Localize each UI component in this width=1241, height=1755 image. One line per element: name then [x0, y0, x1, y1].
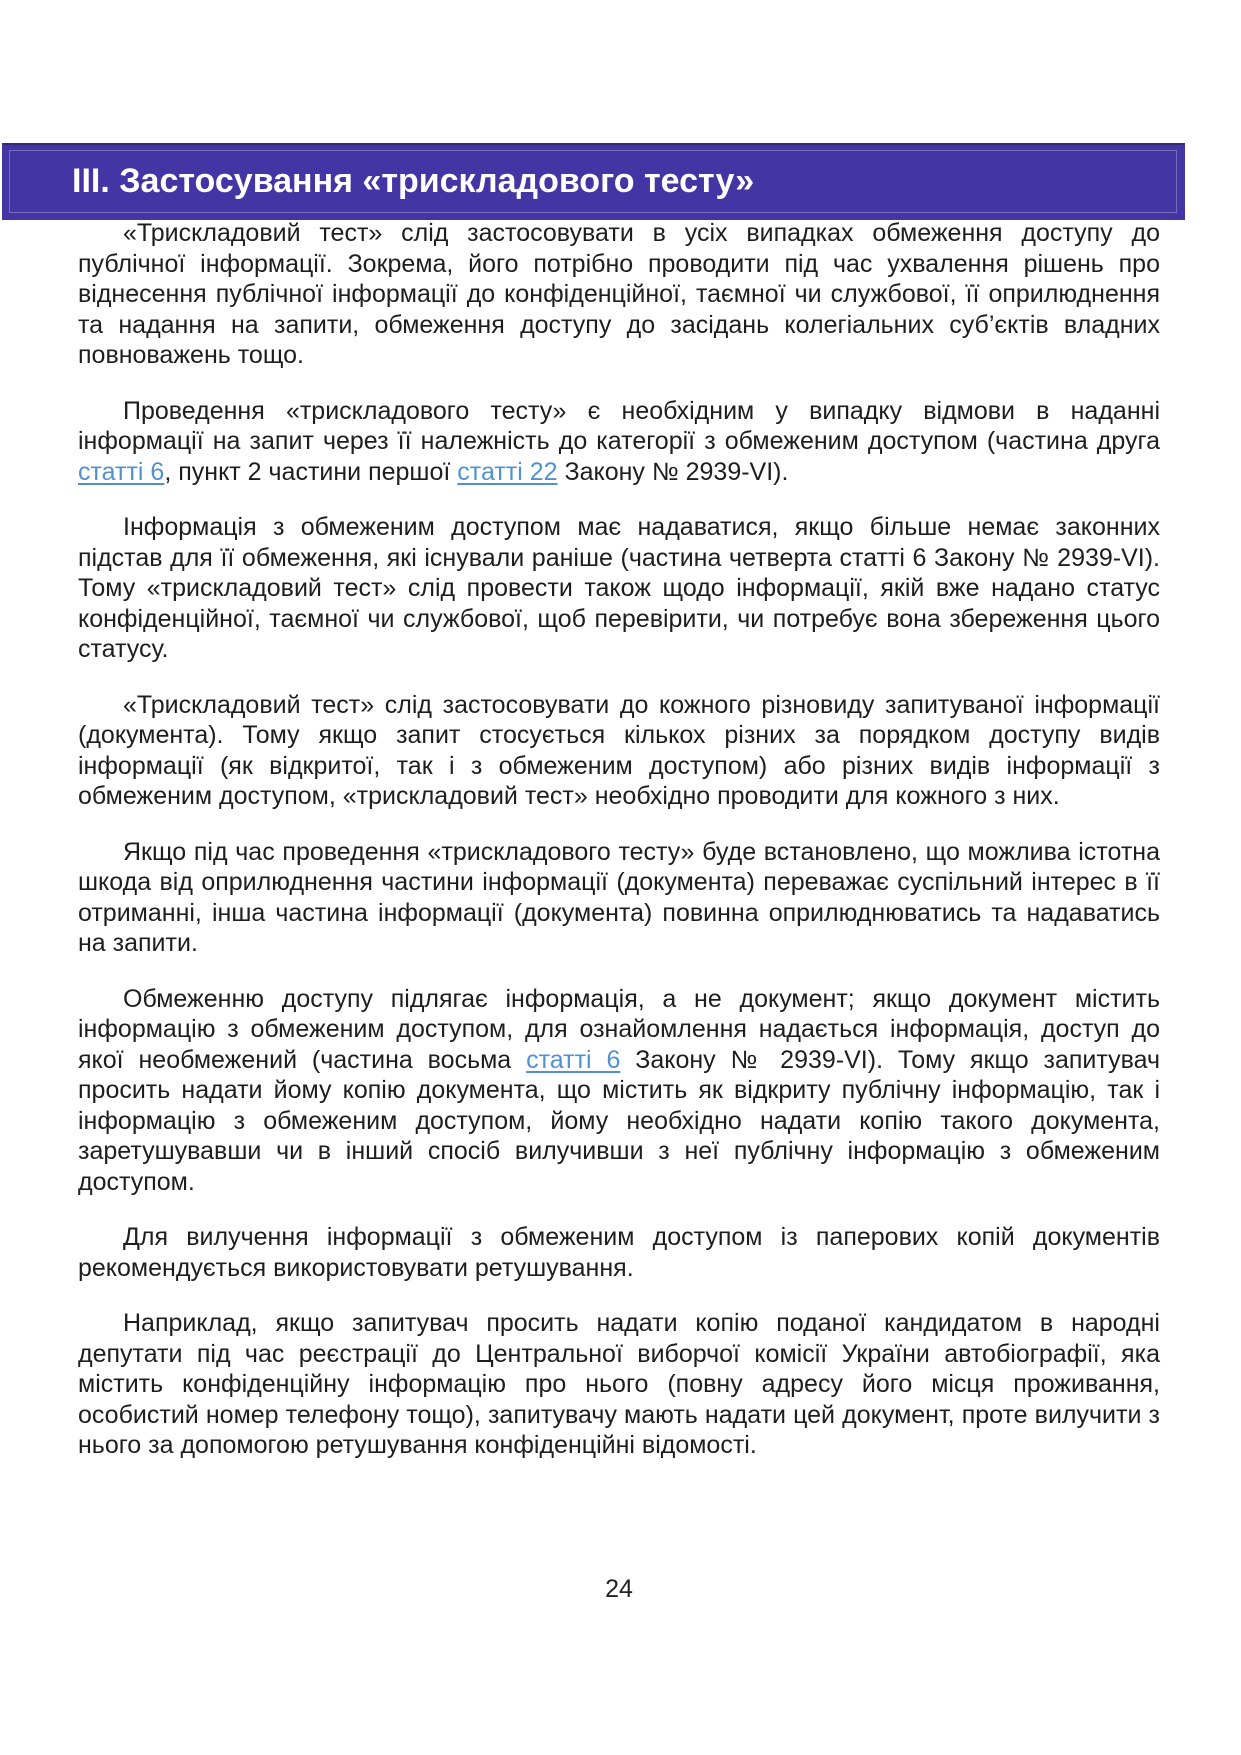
- paragraph: [78, 218, 1160, 371]
- document-body: [78, 218, 1160, 1486]
- paragraph: [78, 396, 1160, 488]
- page-number: 24: [605, 1575, 633, 1603]
- paragraph: [78, 837, 1160, 959]
- text-segment: Інформація з обмеженим доступом має надаватися, якщо більше немає законних підстав для її обмеження, які існували раніше (частина четверта статті 6 Закону № 2939-VI). Тому «трискладовий тест» слід провести також щодо інформації, якій вже надано статус конфіденційної, таємної чи службової, щоб перевірити, чи потребує вона збереження цього статусу.: [78, 513, 1160, 663]
- text-segment: «Трискладовий тест» слід застосовувати в усіх випадках обмеження доступу до публічної інформації. Зокрема, його потрібно проводити під час ухвалення рішень про віднесення публічної інформації до конфіденційної, таємної чи службової, її оприлюднення та надання на запити, обмеження доступу до засідань колегіальних суб’єктів владних повноважень тощо.: [78, 219, 1160, 369]
- text-segment: Закону № 2939-VI).: [557, 457, 789, 486]
- article-link[interactable]: статті 6: [526, 1045, 621, 1074]
- section-title: ІІІ. Застосування «трискладового тесту»: [72, 162, 755, 200]
- paragraph: [78, 1308, 1160, 1461]
- section-header-frame: [9, 150, 1177, 213]
- article-link[interactable]: статті 6: [78, 457, 165, 486]
- text-segment: Для вилучення інформації з обмеженим доступом із паперових копій документів рекомендується використовувати ретушування.: [78, 1223, 1160, 1282]
- paragraph: [78, 512, 1160, 665]
- text-segment: Обмеженню доступу підлягає інформація, а не документ; якщо документ містить інформацію з обмеженим доступом, для ознайомлення надається інформація, доступ до якої необмежений (частина восьма: [78, 984, 1160, 1074]
- text-segment: , пункт 2 частини першої: [164, 457, 458, 486]
- text-segment: «Трискладовий тест» слід застосовувати до кожного різновиду запитуваної інформації (документа). Тому якщо запит стосується кількох різних за порядком доступу видів інформації (як відкритої, так і з обмеженим доступом) або різних видів інформації з обмеженим доступом, «трискладовий тест» необхідно проводити для кожного з них.: [78, 690, 1160, 810]
- text-segment: Проведення «трискладового тесту» є необхідним у випадку відмови в наданні інформації на запит через її належність до категорії з обмеженим доступом (частина друга: [78, 396, 1160, 455]
- text-segment: Наприклад, якщо запитувач просить надати копію поданої кандидатом в народні депутати під час реєстрації до Центральної виборчої комісії України автобіографії, яка містить конфіденційну інформацію про нього (повну адресу його місця проживання, особистий номер телефону тощо), запитувачу мають надати цей документ, проте вилучити з нього за допомогою ретушування конфіденційні відомості.: [78, 1309, 1160, 1459]
- paragraph: [78, 984, 1160, 1198]
- paragraph: [78, 690, 1160, 812]
- article-link[interactable]: статті 22: [457, 457, 558, 486]
- paragraph: [78, 1222, 1160, 1283]
- section-header-banner: [2, 143, 1185, 220]
- text-segment: Якщо під час проведення «трискладового тесту» буде встановлено, що можлива істотна шкода від оприлюднення частини інформації (документа) переважає суспільний інтерес в її отриманні, інша частина інформації (документа) повинна оприлюднюватись та надаватись на запити.: [78, 837, 1160, 957]
- text-segment: Закону № 2939-VI). Тому якщо запитувач просить надати йому копію документа, що містить як відкриту публічну інформацію, так і інформацію з обмеженим доступом, йому необхідно надати копію такого документа, заретушувавши чи в інший спосіб вилучивши з неї публічну інформацію з обмеженим доступом.: [78, 1045, 1160, 1196]
